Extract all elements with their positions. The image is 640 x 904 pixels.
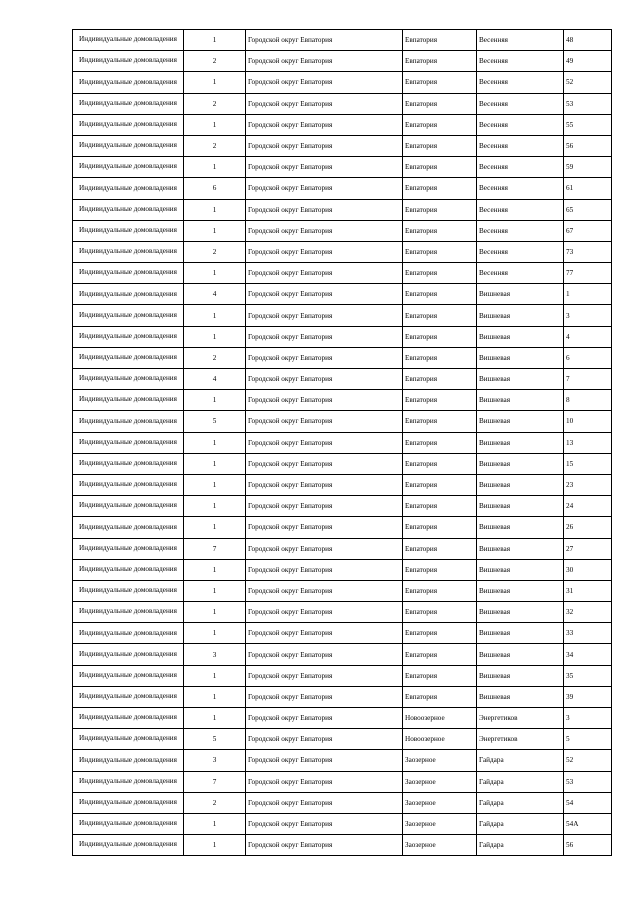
municipality-cell: Городской округ Евпатория xyxy=(246,623,403,644)
building-type-cell: Индивидуальные домовладения xyxy=(73,517,184,538)
house-number-cell: 15 xyxy=(564,453,612,474)
table-row xyxy=(73,347,612,368)
street-cell: Весенняя xyxy=(477,220,564,241)
unit-count-cell: 1 xyxy=(184,517,246,538)
address-table xyxy=(72,29,612,856)
house-number-cell: 53 xyxy=(564,771,612,792)
unit-count-cell: 2 xyxy=(184,792,246,813)
house-number-cell: 4 xyxy=(564,326,612,347)
locality-cell: Евпатория xyxy=(403,178,477,199)
house-number-cell: 24 xyxy=(564,496,612,517)
building-type-cell: Индивидуальные домовладения xyxy=(73,644,184,665)
locality-cell: Евпатория xyxy=(403,369,477,390)
unit-count-cell: 1 xyxy=(184,305,246,326)
locality-cell: Евпатория xyxy=(403,220,477,241)
municipality-cell: Городской округ Евпатория xyxy=(246,284,403,305)
building-type-cell: Индивидуальные домовладения xyxy=(73,157,184,178)
street-cell: Энергетиков xyxy=(477,708,564,729)
municipality-cell: Городской округ Евпатория xyxy=(246,390,403,411)
locality-cell: Евпатория xyxy=(403,390,477,411)
locality-cell: Евпатория xyxy=(403,51,477,72)
locality-cell: Евпатория xyxy=(403,347,477,368)
municipality-cell: Городской округ Евпатория xyxy=(246,326,403,347)
house-number-cell: 1 xyxy=(564,284,612,305)
unit-count-cell: 4 xyxy=(184,369,246,390)
locality-cell: Евпатория xyxy=(403,474,477,495)
locality-cell: Евпатория xyxy=(403,665,477,686)
house-number-cell: 54 xyxy=(564,792,612,813)
building-type-cell: Индивидуальные домовладения xyxy=(73,792,184,813)
unit-count-cell: 1 xyxy=(184,263,246,284)
table-row xyxy=(73,135,612,156)
house-number-cell: 10 xyxy=(564,411,612,432)
building-type-cell: Индивидуальные домовладения xyxy=(73,326,184,347)
building-type-cell: Индивидуальные домовладения xyxy=(73,602,184,623)
house-number-cell: 56 xyxy=(564,835,612,856)
municipality-cell: Городской округ Евпатория xyxy=(246,263,403,284)
house-number-cell: 48 xyxy=(564,30,612,51)
street-cell: Вишневая xyxy=(477,390,564,411)
unit-count-cell: 7 xyxy=(184,538,246,559)
table-row xyxy=(73,284,612,305)
unit-count-cell: 2 xyxy=(184,347,246,368)
unit-count-cell: 1 xyxy=(184,559,246,580)
municipality-cell: Городской округ Евпатория xyxy=(246,496,403,517)
municipality-cell: Городской округ Евпатория xyxy=(246,813,403,834)
municipality-cell: Городской округ Евпатория xyxy=(246,241,403,262)
building-type-cell: Индивидуальные домовладения xyxy=(73,686,184,707)
municipality-cell: Городской округ Евпатория xyxy=(246,559,403,580)
locality-cell: Евпатория xyxy=(403,30,477,51)
municipality-cell: Городской округ Евпатория xyxy=(246,835,403,856)
street-cell: Вишневая xyxy=(477,369,564,390)
locality-cell: Евпатория xyxy=(403,453,477,474)
locality-cell: Евпатория xyxy=(403,114,477,135)
table-row xyxy=(73,390,612,411)
unit-count-cell: 5 xyxy=(184,411,246,432)
table-row xyxy=(73,623,612,644)
street-cell: Вишневая xyxy=(477,347,564,368)
locality-cell: Евпатория xyxy=(403,432,477,453)
unit-count-cell: 2 xyxy=(184,135,246,156)
street-cell: Весенняя xyxy=(477,178,564,199)
municipality-cell: Городской округ Евпатория xyxy=(246,729,403,750)
locality-cell: Евпатория xyxy=(403,263,477,284)
locality-cell: Евпатория xyxy=(403,644,477,665)
unit-count-cell: 1 xyxy=(184,708,246,729)
table-row xyxy=(73,559,612,580)
street-cell: Вишневая xyxy=(477,644,564,665)
unit-count-cell: 4 xyxy=(184,284,246,305)
street-cell: Вишневая xyxy=(477,326,564,347)
house-number-cell: 30 xyxy=(564,559,612,580)
house-number-cell: 5 xyxy=(564,729,612,750)
unit-count-cell: 7 xyxy=(184,771,246,792)
building-type-cell: Индивидуальные домовладения xyxy=(73,72,184,93)
locality-cell: Евпатория xyxy=(403,241,477,262)
municipality-cell: Городской округ Евпатория xyxy=(246,708,403,729)
building-type-cell: Индивидуальные домовладения xyxy=(73,241,184,262)
locality-cell: Евпатория xyxy=(403,157,477,178)
street-cell: Гайдара xyxy=(477,835,564,856)
street-cell: Гайдара xyxy=(477,771,564,792)
unit-count-cell: 1 xyxy=(184,390,246,411)
table-row xyxy=(73,686,612,707)
street-cell: Гайдара xyxy=(477,813,564,834)
house-number-cell: 7 xyxy=(564,369,612,390)
unit-count-cell: 1 xyxy=(184,326,246,347)
municipality-cell: Городской округ Евпатория xyxy=(246,72,403,93)
table-row xyxy=(73,813,612,834)
municipality-cell: Городской округ Евпатория xyxy=(246,792,403,813)
table-row xyxy=(73,835,612,856)
table-row xyxy=(73,644,612,665)
house-number-cell: 65 xyxy=(564,199,612,220)
table-row xyxy=(73,199,612,220)
building-type-cell: Индивидуальные домовладения xyxy=(73,220,184,241)
house-number-cell: 3 xyxy=(564,708,612,729)
unit-count-cell: 1 xyxy=(184,496,246,517)
street-cell: Вишневая xyxy=(477,284,564,305)
locality-cell: Евпатория xyxy=(403,517,477,538)
table-row xyxy=(73,30,612,51)
locality-cell: Евпатория xyxy=(403,580,477,601)
house-number-cell: 77 xyxy=(564,263,612,284)
building-type-cell: Индивидуальные домовладения xyxy=(73,750,184,771)
municipality-cell: Городской округ Евпатория xyxy=(246,771,403,792)
street-cell: Весенняя xyxy=(477,30,564,51)
unit-count-cell: 1 xyxy=(184,835,246,856)
municipality-cell: Городской округ Евпатория xyxy=(246,347,403,368)
building-type-cell: Индивидуальные домовладения xyxy=(73,199,184,220)
street-cell: Весенняя xyxy=(477,51,564,72)
building-type-cell: Индивидуальные домовладения xyxy=(73,347,184,368)
building-type-cell: Индивидуальные домовладения xyxy=(73,30,184,51)
table-row xyxy=(73,602,612,623)
locality-cell: Евпатория xyxy=(403,602,477,623)
municipality-cell: Городской округ Евпатория xyxy=(246,220,403,241)
house-number-cell: 27 xyxy=(564,538,612,559)
street-cell: Весенняя xyxy=(477,135,564,156)
building-type-cell: Индивидуальные домовладения xyxy=(73,538,184,559)
locality-cell: Евпатория xyxy=(403,305,477,326)
unit-count-cell: 6 xyxy=(184,178,246,199)
street-cell: Весенняя xyxy=(477,114,564,135)
house-number-cell: 23 xyxy=(564,474,612,495)
street-cell: Вишневая xyxy=(477,453,564,474)
unit-count-cell: 1 xyxy=(184,199,246,220)
municipality-cell: Городской округ Евпатория xyxy=(246,432,403,453)
unit-count-cell: 2 xyxy=(184,241,246,262)
municipality-cell: Городской округ Евпатория xyxy=(246,93,403,114)
house-number-cell: 3 xyxy=(564,305,612,326)
municipality-cell: Городской округ Евпатория xyxy=(246,369,403,390)
unit-count-cell: 1 xyxy=(184,602,246,623)
table-row xyxy=(73,517,612,538)
street-cell: Энергетиков xyxy=(477,729,564,750)
unit-count-cell: 1 xyxy=(184,665,246,686)
house-number-cell: 55 xyxy=(564,114,612,135)
locality-cell: Евпатория xyxy=(403,93,477,114)
street-cell: Вишневая xyxy=(477,432,564,453)
street-cell: Гайдара xyxy=(477,750,564,771)
building-type-cell: Индивидуальные домовладения xyxy=(73,496,184,517)
locality-cell: Евпатория xyxy=(403,623,477,644)
street-cell: Вишневая xyxy=(477,474,564,495)
unit-count-cell: 1 xyxy=(184,30,246,51)
house-number-cell: 56 xyxy=(564,135,612,156)
table-row xyxy=(73,178,612,199)
municipality-cell: Городской округ Евпатория xyxy=(246,114,403,135)
street-cell: Вишневая xyxy=(477,517,564,538)
municipality-cell: Городской округ Евпатория xyxy=(246,51,403,72)
street-cell: Вишневая xyxy=(477,580,564,601)
table-row xyxy=(73,72,612,93)
unit-count-cell: 1 xyxy=(184,453,246,474)
building-type-cell: Индивидуальные домовладения xyxy=(73,453,184,474)
building-type-cell: Индивидуальные домовладения xyxy=(73,284,184,305)
building-type-cell: Индивидуальные домовладения xyxy=(73,263,184,284)
house-number-cell: 73 xyxy=(564,241,612,262)
street-cell: Вишневая xyxy=(477,411,564,432)
municipality-cell: Городской округ Евпатория xyxy=(246,644,403,665)
street-cell: Вишневая xyxy=(477,496,564,517)
municipality-cell: Городской округ Евпатория xyxy=(246,665,403,686)
locality-cell: Евпатория xyxy=(403,135,477,156)
building-type-cell: Индивидуальные домовладения xyxy=(73,771,184,792)
table-row xyxy=(73,114,612,135)
table-row xyxy=(73,305,612,326)
locality-cell: Заозерное xyxy=(403,792,477,813)
table-row xyxy=(73,326,612,347)
building-type-cell: Индивидуальные домовладения xyxy=(73,51,184,72)
unit-count-cell: 1 xyxy=(184,114,246,135)
house-number-cell: 35 xyxy=(564,665,612,686)
street-cell: Весенняя xyxy=(477,241,564,262)
table-row xyxy=(73,263,612,284)
house-number-cell: 26 xyxy=(564,517,612,538)
house-number-cell: 61 xyxy=(564,178,612,199)
street-cell: Вишневая xyxy=(477,559,564,580)
table-row xyxy=(73,157,612,178)
unit-count-cell: 2 xyxy=(184,51,246,72)
locality-cell: Евпатория xyxy=(403,326,477,347)
street-cell: Весенняя xyxy=(477,93,564,114)
table-row xyxy=(73,729,612,750)
street-cell: Весенняя xyxy=(477,199,564,220)
unit-count-cell: 1 xyxy=(184,686,246,707)
unit-count-cell: 3 xyxy=(184,750,246,771)
table-row xyxy=(73,453,612,474)
locality-cell: Заозерное xyxy=(403,750,477,771)
house-number-cell: 39 xyxy=(564,686,612,707)
table-row xyxy=(73,708,612,729)
house-number-cell: 49 xyxy=(564,51,612,72)
unit-count-cell: 1 xyxy=(184,474,246,495)
building-type-cell: Индивидуальные домовладения xyxy=(73,390,184,411)
municipality-cell: Городской округ Евпатория xyxy=(246,199,403,220)
unit-count-cell: 1 xyxy=(184,432,246,453)
building-type-cell: Индивидуальные домовладения xyxy=(73,474,184,495)
municipality-cell: Городской округ Евпатория xyxy=(246,517,403,538)
building-type-cell: Индивидуальные домовладения xyxy=(73,305,184,326)
locality-cell: Евпатория xyxy=(403,72,477,93)
street-cell: Вишневая xyxy=(477,602,564,623)
building-type-cell: Индивидуальные домовладения xyxy=(73,813,184,834)
address-table-body xyxy=(73,30,612,856)
unit-count-cell: 1 xyxy=(184,623,246,644)
table-row xyxy=(73,771,612,792)
municipality-cell: Городской округ Евпатория xyxy=(246,580,403,601)
locality-cell: Евпатория xyxy=(403,686,477,707)
municipality-cell: Городской округ Евпатория xyxy=(246,538,403,559)
table-row xyxy=(73,474,612,495)
locality-cell: Заозерное xyxy=(403,771,477,792)
locality-cell: Заозерное xyxy=(403,813,477,834)
table-row xyxy=(73,241,612,262)
house-number-cell: 33 xyxy=(564,623,612,644)
house-number-cell: 6 xyxy=(564,347,612,368)
municipality-cell: Городской округ Евпатория xyxy=(246,474,403,495)
house-number-cell: 54А xyxy=(564,813,612,834)
unit-count-cell: 1 xyxy=(184,72,246,93)
locality-cell: Евпатория xyxy=(403,538,477,559)
table-row xyxy=(73,538,612,559)
building-type-cell: Индивидуальные домовладения xyxy=(73,729,184,750)
house-number-cell: 31 xyxy=(564,580,612,601)
street-cell: Весенняя xyxy=(477,72,564,93)
building-type-cell: Индивидуальные домовладения xyxy=(73,114,184,135)
house-number-cell: 8 xyxy=(564,390,612,411)
table-row xyxy=(73,792,612,813)
locality-cell: Евпатория xyxy=(403,284,477,305)
locality-cell: Евпатория xyxy=(403,559,477,580)
table-row xyxy=(73,93,612,114)
unit-count-cell: 1 xyxy=(184,220,246,241)
unit-count-cell: 3 xyxy=(184,644,246,665)
building-type-cell: Индивидуальные домовладения xyxy=(73,432,184,453)
locality-cell: Евпатория xyxy=(403,496,477,517)
building-type-cell: Индивидуальные домовладения xyxy=(73,411,184,432)
street-cell: Весенняя xyxy=(477,157,564,178)
house-number-cell: 13 xyxy=(564,432,612,453)
locality-cell: Евпатория xyxy=(403,199,477,220)
municipality-cell: Городской округ Евпатория xyxy=(246,453,403,474)
street-cell: Весенняя xyxy=(477,263,564,284)
house-number-cell: 52 xyxy=(564,72,612,93)
building-type-cell: Индивидуальные домовладения xyxy=(73,369,184,390)
table-row xyxy=(73,220,612,241)
municipality-cell: Городской округ Евпатория xyxy=(246,305,403,326)
building-type-cell: Индивидуальные домовладения xyxy=(73,559,184,580)
table-row xyxy=(73,51,612,72)
unit-count-cell: 2 xyxy=(184,93,246,114)
street-cell: Вишневая xyxy=(477,305,564,326)
street-cell: Вишневая xyxy=(477,623,564,644)
house-number-cell: 52 xyxy=(564,750,612,771)
table-row xyxy=(73,369,612,390)
street-cell: Вишневая xyxy=(477,686,564,707)
building-type-cell: Индивидуальные домовладения xyxy=(73,665,184,686)
unit-count-cell: 1 xyxy=(184,813,246,834)
table-row xyxy=(73,580,612,601)
municipality-cell: Городской округ Евпатория xyxy=(246,30,403,51)
house-number-cell: 32 xyxy=(564,602,612,623)
building-type-cell: Индивидуальные домовладения xyxy=(73,178,184,199)
municipality-cell: Городской округ Евпатория xyxy=(246,686,403,707)
table-row xyxy=(73,496,612,517)
table-row xyxy=(73,665,612,686)
house-number-cell: 34 xyxy=(564,644,612,665)
building-type-cell: Индивидуальные домовладения xyxy=(73,93,184,114)
locality-cell: Евпатория xyxy=(403,411,477,432)
building-type-cell: Индивидуальные домовладения xyxy=(73,708,184,729)
locality-cell: Новоозерное xyxy=(403,729,477,750)
municipality-cell: Городской округ Евпатория xyxy=(246,157,403,178)
street-cell: Вишневая xyxy=(477,538,564,559)
building-type-cell: Индивидуальные домовладения xyxy=(73,623,184,644)
unit-count-cell: 1 xyxy=(184,580,246,601)
municipality-cell: Городской округ Евпатория xyxy=(246,178,403,199)
locality-cell: Заозерное xyxy=(403,835,477,856)
house-number-cell: 53 xyxy=(564,93,612,114)
house-number-cell: 59 xyxy=(564,157,612,178)
locality-cell: Новоозерное xyxy=(403,708,477,729)
table-row xyxy=(73,750,612,771)
municipality-cell: Городской округ Евпатория xyxy=(246,750,403,771)
unit-count-cell: 5 xyxy=(184,729,246,750)
building-type-cell: Индивидуальные домовладения xyxy=(73,580,184,601)
street-cell: Гайдара xyxy=(477,792,564,813)
building-type-cell: Индивидуальные домовладения xyxy=(73,135,184,156)
municipality-cell: Городской округ Евпатория xyxy=(246,411,403,432)
municipality-cell: Городской округ Евпатория xyxy=(246,135,403,156)
building-type-cell: Индивидуальные домовладения xyxy=(73,835,184,856)
house-number-cell: 67 xyxy=(564,220,612,241)
unit-count-cell: 1 xyxy=(184,157,246,178)
table-row xyxy=(73,432,612,453)
table-row xyxy=(73,411,612,432)
street-cell: Вишневая xyxy=(477,665,564,686)
municipality-cell: Городской округ Евпатория xyxy=(246,602,403,623)
